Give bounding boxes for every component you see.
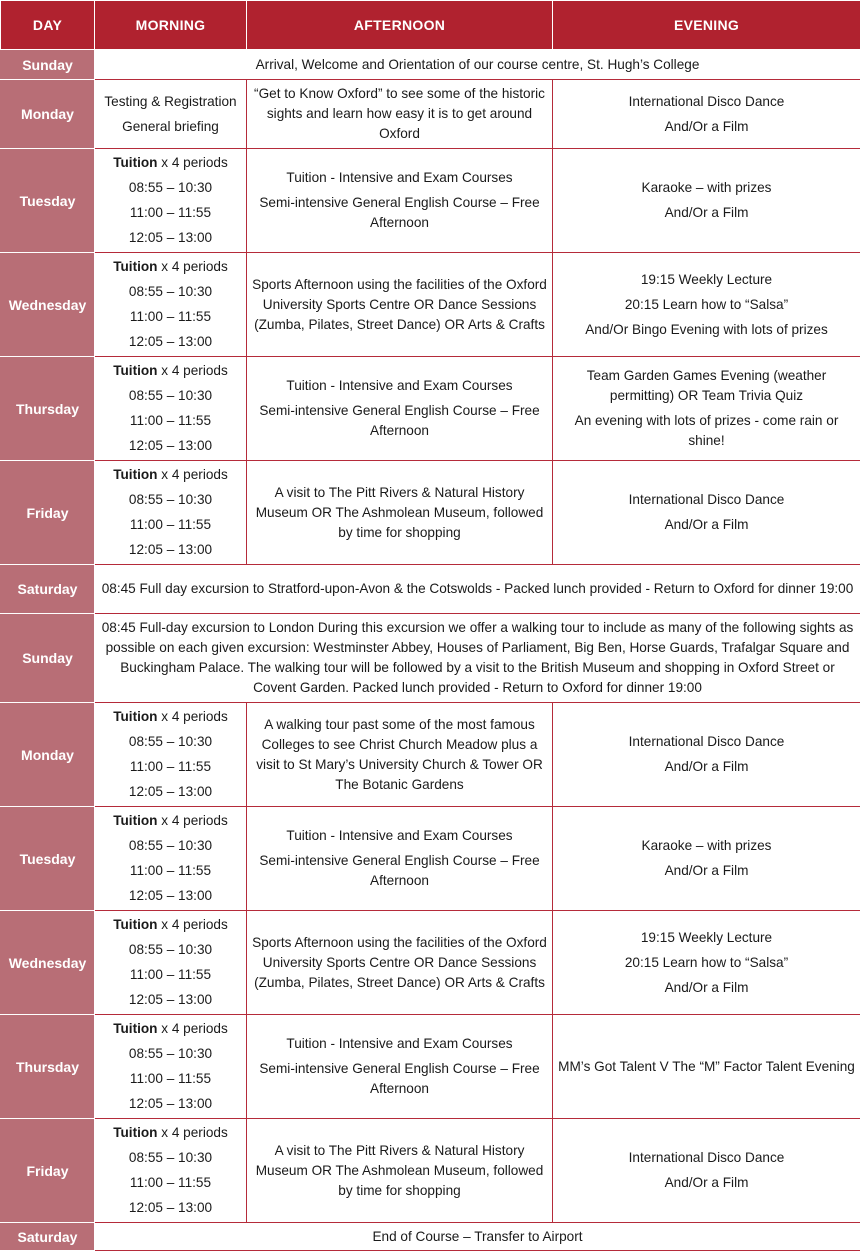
evening-line: 19:15 Weekly Lecture [557,928,856,948]
morning-cell [95,1015,247,1119]
day-cell: Friday [1,461,95,565]
tuition-label: Tuition [113,363,157,378]
afternoon-line: Tuition - Intensive and Exam Courses [251,168,548,188]
table-row [1,461,860,565]
table-row [1,149,860,253]
periods-label: x 4 periods [158,363,228,378]
morning-cell [95,80,247,149]
afternoon-cell: A visit to The Pitt Rivers & Natural History Museum OR The Ashmolean Museum, followed by time for shopping [247,1119,553,1223]
evening-cell [553,703,860,807]
period-time: 12:05 – 13:00 [99,886,242,906]
period-time: 11:00 – 11:55 [99,1069,242,1089]
afternoon-line: Tuition - Intensive and Exam Courses [251,1034,548,1054]
evening-line: International Disco Dance [557,490,856,510]
period-time: 11:00 – 11:55 [99,965,242,985]
table-row [1,911,860,1015]
evening-line: And/Or a Film [557,203,856,223]
period-time: 12:05 – 13:00 [99,782,242,802]
evening-line: International Disco Dance [557,1148,856,1168]
period-time: 11:00 – 11:55 [99,203,242,223]
table-row [1,807,860,911]
evening-cell [553,80,860,149]
morning-cell [95,807,247,911]
evening-cell [553,149,860,253]
morning-cell [95,357,247,461]
header-row [1,1,860,50]
day-cell: Wednesday [1,253,95,357]
tuition-label: Tuition [113,709,157,724]
period-time: 11:00 – 11:55 [99,1173,242,1193]
afternoon-cell [247,1015,553,1119]
day-cell: Thursday [1,357,95,461]
table-row [1,357,860,461]
tuition-label: Tuition [113,259,157,274]
afternoon-line: Tuition - Intensive and Exam Courses [251,376,548,396]
afternoon-cell: Sports Afternoon using the facilities of the Oxford University Sports Centre OR Dance Sessions (Zumba, Pilates, Street Dance) OR Arts & Crafts [247,253,553,357]
period-time: 12:05 – 13:00 [99,332,242,352]
day-cell: Monday [1,703,95,807]
evening-line: International Disco Dance [557,732,856,752]
evening-line: Team Garden Games Evening (weather permitting) OR Team Trivia Quiz [557,366,856,406]
day-cell: Sunday [1,50,95,80]
day-cell: Saturday [1,1223,95,1251]
period-time: 11:00 – 11:55 [99,515,242,535]
afternoon-cell: “Get to Know Oxford” to see some of the historic sights and learn how easy it is to get around Oxford [247,80,553,149]
table-row [1,50,860,80]
evening-cell [553,461,860,565]
tuition-label: Tuition [113,917,157,932]
evening-line: 19:15 Weekly Lecture [557,270,856,290]
day-cell: Thursday [1,1015,95,1119]
table-row [1,1015,860,1119]
evening-line: And/Or a Film [557,515,856,535]
periods-label: x 4 periods [158,917,228,932]
morning-cell [95,1119,247,1223]
full-day-cell: 08:45 Full day excursion to Stratford-upon-Avon & the Cotswolds - Packed lunch provided - Return to Oxford for dinner 19:00 [95,565,860,614]
period-time: 08:55 – 10:30 [99,940,242,960]
day-cell: Tuesday [1,807,95,911]
periods-label: x 4 periods [158,467,228,482]
periods-label: x 4 periods [158,259,228,274]
afternoon-cell: A walking tour past some of the most famous Colleges to see Christ Church Meadow plus a visit to St Mary’s University Church & Tower OR The Botanic Gardens [247,703,553,807]
evening-cell [553,357,860,461]
morning-cell [95,703,247,807]
afternoon-line: Semi-intensive General English Course – Free Afternoon [251,851,548,891]
periods-label: x 4 periods [158,155,228,170]
evening-line: And/Or a Film [557,117,856,137]
evening-cell [553,253,860,357]
tuition-label: Tuition [113,1125,157,1140]
full-day-cell: Arrival, Welcome and Orientation of our course centre, St. Hugh’s College [95,50,860,80]
periods-label: x 4 periods [158,813,228,828]
full-day-cell: End of Course – Transfer to Airport [95,1223,860,1251]
period-time: 11:00 – 11:55 [99,861,242,881]
header-afternoon: AFTERNOON [247,1,553,50]
period-time: 11:00 – 11:55 [99,757,242,777]
tuition-label: Tuition [113,467,157,482]
evening-line: And/Or a Film [557,1173,856,1193]
evening-line: Karaoke – with prizes [557,836,856,856]
day-cell: Wednesday [1,911,95,1015]
tuition-label: Tuition [113,155,157,170]
header-evening: EVENING [553,1,860,50]
afternoon-cell [247,807,553,911]
period-time: 08:55 – 10:30 [99,1148,242,1168]
morning-cell [95,911,247,1015]
afternoon-cell: A visit to The Pitt Rivers & Natural History Museum OR The Ashmolean Museum, followed by time for shopping [247,461,553,565]
period-time: 11:00 – 11:55 [99,411,242,431]
day-cell: Saturday [1,565,95,614]
evening-line: Karaoke – with prizes [557,178,856,198]
table-row [1,1223,860,1251]
period-time: 12:05 – 13:00 [99,990,242,1010]
periods-label: x 4 periods [158,709,228,724]
morning-line: Testing & Registration [99,92,242,112]
afternoon-line: Semi-intensive General English Course – Free Afternoon [251,1059,548,1099]
period-time: 12:05 – 13:00 [99,1198,242,1218]
period-time: 12:05 – 13:00 [99,540,242,560]
day-cell: Friday [1,1119,95,1223]
periods-label: x 4 periods [158,1021,228,1036]
period-time: 11:00 – 11:55 [99,307,242,327]
period-time: 12:05 – 13:00 [99,1094,242,1114]
evening-line: And/Or Bingo Evening with lots of prizes [557,320,856,340]
header-morning: MORNING [95,1,247,50]
evening-line: 20:15 Learn how to “Salsa” [557,953,856,973]
periods-label: x 4 periods [158,1125,228,1140]
evening-cell [553,911,860,1015]
period-time: 08:55 – 10:30 [99,732,242,752]
evening-line: And/Or a Film [557,861,856,881]
tuition-label: Tuition [113,1021,157,1036]
period-time: 08:55 – 10:30 [99,490,242,510]
morning-cell [95,253,247,357]
header-day: DAY [1,1,95,50]
period-time: 08:55 – 10:30 [99,386,242,406]
evening-cell [553,1119,860,1223]
table-row [1,80,860,149]
afternoon-cell [247,149,553,253]
afternoon-line: Tuition - Intensive and Exam Courses [251,826,548,846]
day-cell: Monday [1,80,95,149]
period-time: 08:55 – 10:30 [99,836,242,856]
period-time: 08:55 – 10:30 [99,282,242,302]
tuition-label: Tuition [113,813,157,828]
morning-cell [95,461,247,565]
table-row [1,1119,860,1223]
afternoon-line: Semi-intensive General English Course – Free Afternoon [251,401,548,441]
evening-cell [553,807,860,911]
period-time: 08:55 – 10:30 [99,1044,242,1064]
period-time: 12:05 – 13:00 [99,228,242,248]
table-row [1,614,860,703]
day-cell: Tuesday [1,149,95,253]
table-row [1,565,860,614]
evening-line: And/Or a Film [557,757,856,777]
morning-line: General briefing [99,117,242,137]
evening-line: International Disco Dance [557,92,856,112]
full-day-cell: 08:45 Full-day excursion to London During this excursion we offer a walking tour to include as many of the following sights as possible on each given excursion: Westminster Abbey, Houses of Parliament, Big Ben, Horse Guards, Trafalgar Square and Buckingham Palace. The walking tour will be followed by a visit to the British Museum and shopping in Oxford Street or Covent Garden. Packed lunch provided - Return to Oxford for dinner 19:00 [95,614,860,703]
evening-cell: MM’s Got Talent V The “M” Factor Talent Evening [553,1015,860,1119]
morning-cell [95,149,247,253]
period-time: 12:05 – 13:00 [99,436,242,456]
evening-line: And/Or a Film [557,978,856,998]
day-cell: Sunday [1,614,95,703]
evening-line: 20:15 Learn how to “Salsa” [557,295,856,315]
afternoon-cell [247,357,553,461]
afternoon-line: Semi-intensive General English Course – Free Afternoon [251,193,548,233]
table-row [1,703,860,807]
afternoon-cell: Sports Afternoon using the facilities of the Oxford University Sports Centre OR Dance Sessions (Zumba, Pilates, Street Dance) OR Arts & Crafts [247,911,553,1015]
evening-line: An evening with lots of prizes - come rain or shine! [557,411,856,451]
table-row [1,253,860,357]
period-time: 08:55 – 10:30 [99,178,242,198]
